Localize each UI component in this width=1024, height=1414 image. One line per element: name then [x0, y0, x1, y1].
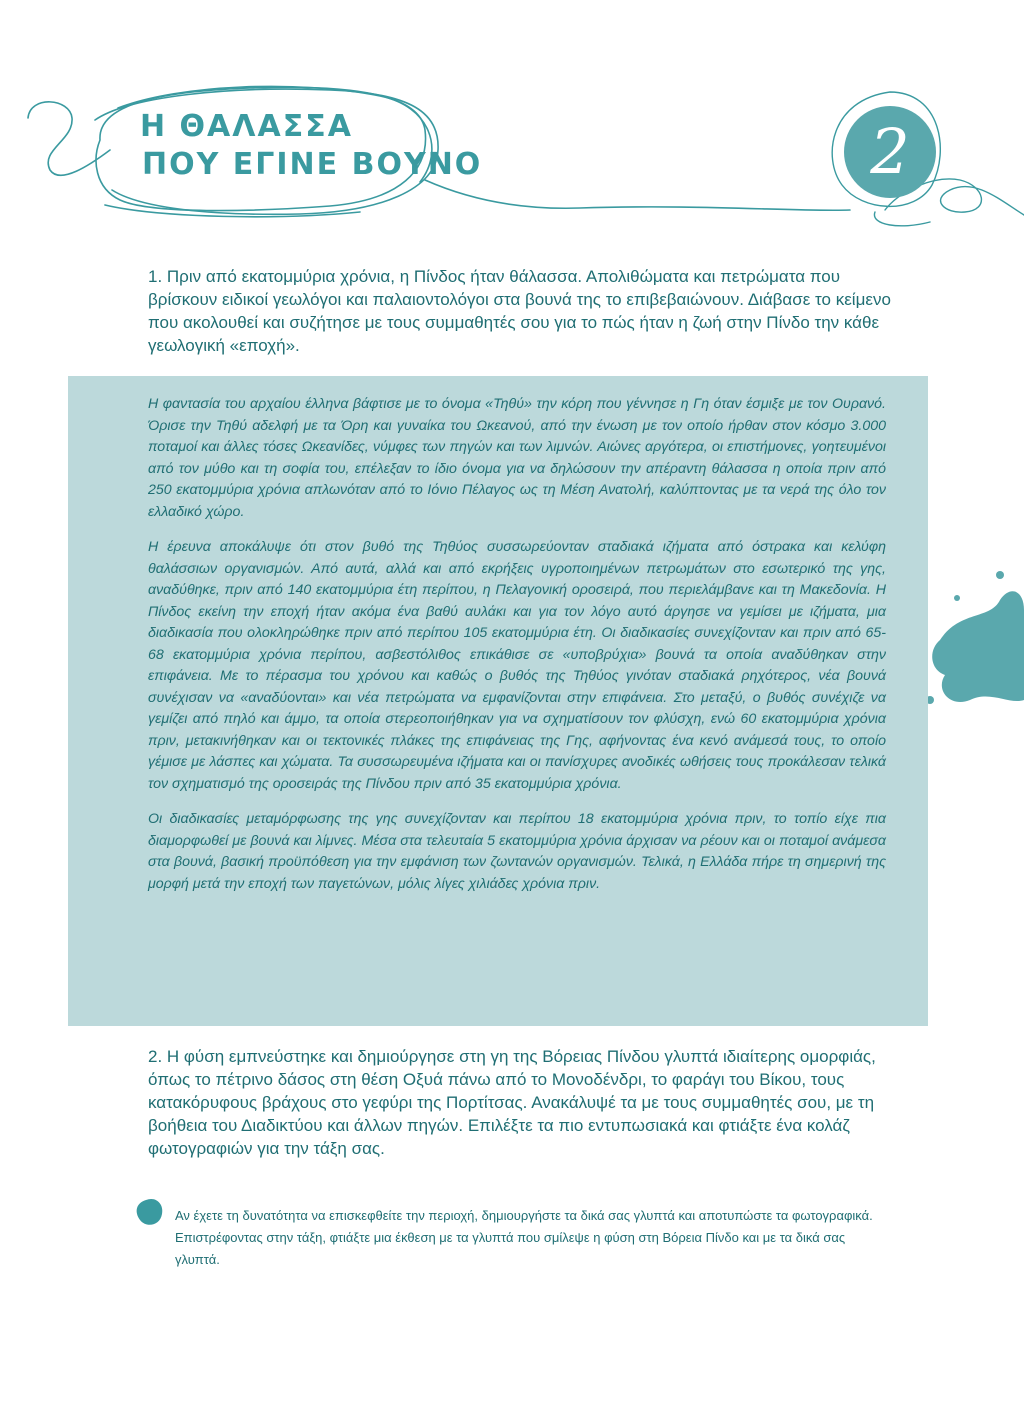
- title-line-2: ΠΟΥ ΕΓΙΝΕ ΒΟΥΝΟ: [142, 147, 483, 182]
- reading-paragraph-2: Η έρευνα αποκάλυψε ότι στον βυθό της Τηθύος συσσωρεύονταν σταδιακά ιζήματα από όστρακα και κελύφη θαλάσσιων οργανισμών. Από αυτά, αλλά και από εκρήξεις υγροποιημένων πετρωμάτων στο εσωτερικό της γης, αναδύθηκε, πριν από 140 εκατομμύρια έτη περίπου, η Πελαγονική οροσειρά, που περιελάμβανε και τη Μακεδονία. Η Πίνδος εκείνη την εποχή ήταν ακόμα ένα βαθύ αυλάκι και για τον λόγο αυτό άργησε να γεμίσει με ιζήματα, μια διαδικασία που ολοκληρώθηκε πριν από περίπου 105 εκατομμύρια έτη. Οι διαδικασίες συνεχίζονταν και πριν από 65-68 εκατομμύρια χρόνια περίπου, ασβεστόλιθος επικάθισε σε «υποβρύχια» βουνά τα οποία αναδύθηκαν στην επιφάνεια. Με το πέρασμα του χρόνου και καθώς ο βυθός της Τηθύος γινόταν σταδιακά ρηχότερος, νέα βουνά συνέχισαν να «αναδύονται» και νέα πετρώματα να εμφανίζονται στην επιφάνεια. Στο μεταξύ, ο βυθός συνέχιζε να γεμίζει από πηλό και άμμο, τα οποία στερεοποιήθηκαν για να σχηματίσουν τον φλύσχη, ενώ 60 εκατομμύρια χρόνια πριν, μετακινήθηκαν και οι τεκτονικές πλάκες της επιφάνειας της Γης, αφήνοντας ένα κενό ανάμεσά τους, το οποίο γέμισε με λάσπες και χώματα. Τα συσσωρευμένα ιζήματα και οι πανίσχυρες ανοδικές ωθήσεις τους προκάλεσαν τελικά τον σχηματισμό της οροσειράς της Πίνδου πριν από 35 εκατομμύρια χρόνια.: [148, 539, 886, 792]
- page-title: [140, 109, 483, 182]
- note-text: Αν έχετε τη δυνατότητα να επισκεφθείτε την περιοχή, δημιουργήστε τα δικά σας γλυπτά και αποτυπώστε τα φωτογραφικά. Επιστρέφοντας στην τάξη, φτιάξτε μια έκθεση με τα γλυπτά που σμίλεψε η φύση στη Βόρεια Πίνδο και με τα δικά σας γλυπτά.: [175, 1208, 873, 1267]
- reading-paragraph-3: Οι διαδικασίες μεταμόρφωσης της γης συνεχίζονταν και περίπου 18 εκατομμύρια χρόνια πριν, το τοπίο είχε πια διαμορφωθεί με βουνά και λίμνες. Μέσα στα τελευταία 5 εκατομμύρια χρόνια άρχισαν να ρέουν και οι ποταμοί ανάμεσα στα βουνά, βασική προϋπόθεση για την εμφάνιση των ζωντανών οργανισμών. Τελικά, η Ελλάδα πήρε τη σημερινή της μορφή μετά την εποχή των παγετώνων, μόλις λίγες χιλιάδες χρόνια πριν.: [148, 811, 886, 892]
- task-2-text: 2. Η φύση εμπνεύστηκε και δημιούργησε στη γη της Βόρειας Πίνδου γλυπτά ιδιαίτερης ομορφιάς, όπως το πέτρινο δάσος στη θέση Οξυά πάνω από το Μονοδένδρι, το φαράγι του Βίκου, τους κατακόρυφους βράχους στο γεφύρι της Πορτίτσας. Ανακάλυψέ τα με τους συμμαθητές σου, με τη βοήθεια του Διαδικτύου και άλλων πηγών. Επιλέξτε τα πιο εντυπωσιακά και φτιάξτε ένα κολάζ φωτογραφιών για την τάξη σας.: [148, 1047, 876, 1158]
- chapter-number: 2: [870, 115, 910, 188]
- note-bullet-blot: [137, 1199, 163, 1225]
- reading-paragraph-1: Η φαντασία του αρχαίου έλληνα βάφτισε με το όνομα «Τηθύ» την κόρη που γέννησε η Γη όταν έσμιξε με τον Ουρανό. Όρισε την Τηθύ αδελφή με τα Όρη και γυναίκα του Ωκεανού, από την ένωση με τον οποίο ήρθαν στον κόσμο 3.000 ποταμοί και άλλες τόσες Ωκεανίδες, νύμφες των πηγών και των λιμνών. Αιώνες αργότερα, οι επιστήμονες, γοητευμένοι από τον μύθο και τη σοφία του, επέλεξαν το ίδιο όνομα για να δηλώσουν την απέραντη θάλασσα η οποία πριν από 250 εκατομμύρια χρόνια απλωνόταν από το Ιόνιο Πέλαγος ως τη Μέση Ανατολή, καλύπτοντας με τα νερά της όλο τον ελλαδικό χώρο.: [148, 396, 886, 520]
- task-1-text: 1. Πριν από εκατομμύρια χρόνια, η Πίνδος ήταν θάλασσα. Απολιθώματα και πετρώματα που βρίσκουν ειδικοί γεωλόγοι και παλαιοντολόγοι στα βουνά της το επιβεβαιώνουν. Διάβασε το κείμενο που ακολουθεί και συζήτησε με τους συμμαθητές σου για το πώς ήταν η ζωή στην Πίνδο την κάθε γεωλογική «εποχή».: [148, 267, 891, 355]
- reading-text: [148, 394, 886, 909]
- title-line-1: Η ΘΑΛΑΣΣΑ: [140, 109, 353, 144]
